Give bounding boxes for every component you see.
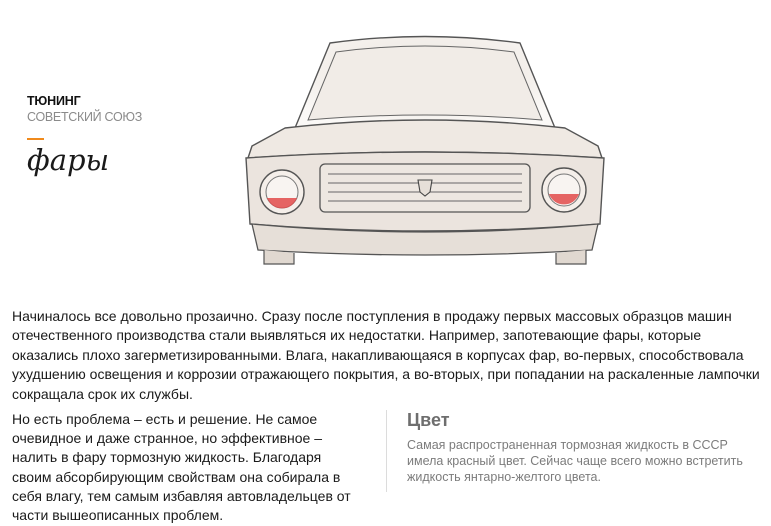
headlight-right: [542, 168, 586, 212]
rubric-title: ТЮНИНГ: [27, 94, 81, 108]
rubric-subtitle: СОВЕТСКИЙ СОЮЗ: [27, 110, 142, 124]
rubric-block: [27, 94, 142, 176]
column-divider: [386, 410, 387, 492]
accent-dash: [27, 138, 44, 140]
headlight-left: [260, 170, 304, 214]
body-paragraph: Но есть проблема – есть и решение. Не самое очевидное и даже странное, но эффективное – налить в фару тормозную жидкость. Благодаря своим абсорбирующим свойствам она собирала в себя влагу, тем самым избавляя автовладельцев от части вышеописанных проблем.: [12, 411, 351, 524]
sidebar-note: [407, 410, 752, 485]
lead-paragraph: Начиналось все довольно прозаично. Сразу после поступления в продажу первых массовых образцов машин отечественного производства стали выявляться их недостатки. Например, запотевающие фары, которые оказались плохо загерметизированными. Влага, накапливающаяся в корпусах фар, во-первых, способствовала ухудшению освещения и коррозии отражающего покрытия, а во-вторых, при попадании на раскаленные лампочки сокращала срок их службы.: [12, 308, 760, 402]
page-title: фары: [27, 143, 110, 177]
car-front-icon: [230, 28, 620, 268]
sidebar-text: Самая распространенная тормозная жидкость в СССР имела красный цвет. Сейчас чаще всего можно встретить жидкость янтарно-желтого цвета.: [407, 438, 743, 484]
car-windshield: [308, 46, 542, 120]
sidebar-title: Цвет: [407, 410, 450, 430]
